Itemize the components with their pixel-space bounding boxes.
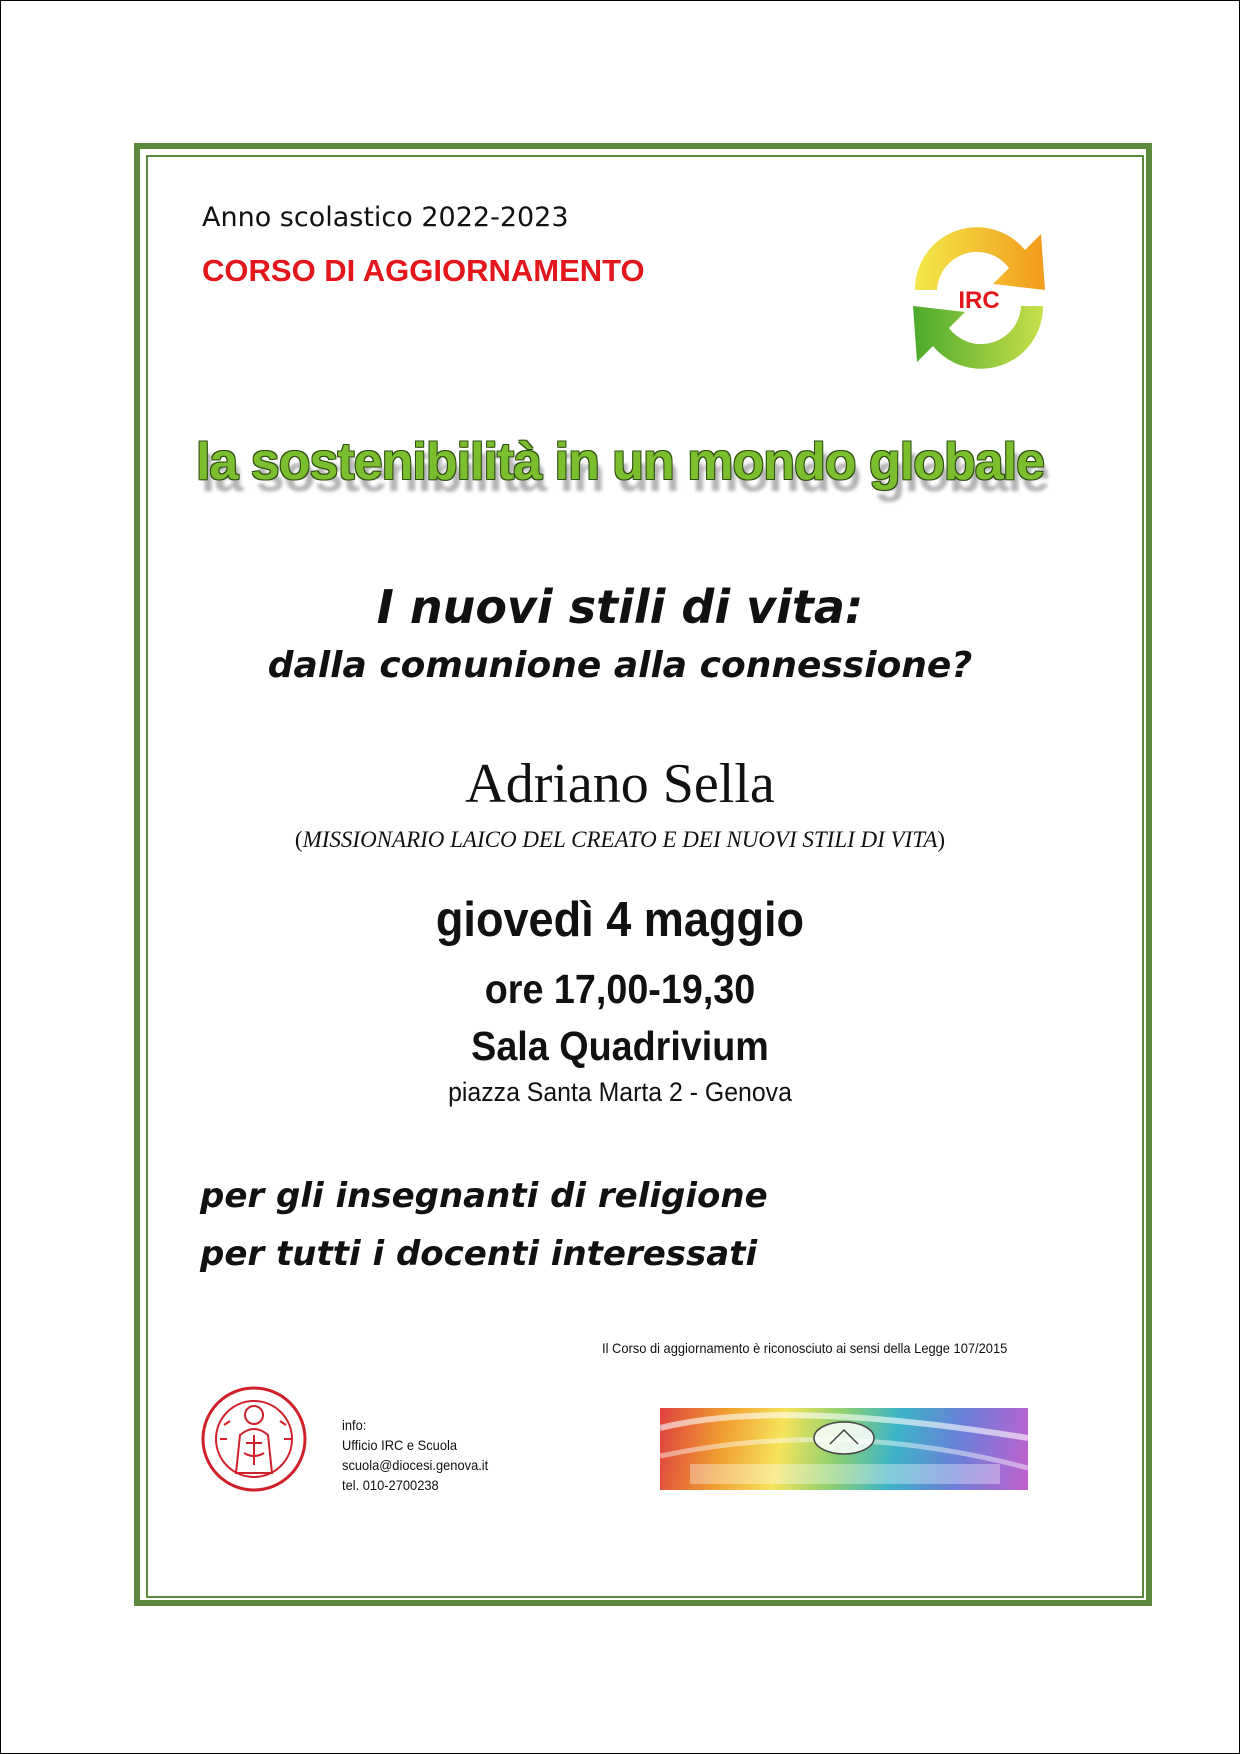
speaker-name: Adriano Sella (465, 753, 775, 815)
speaker-role-text: MISSIONARIO LAICO DEL CREATO E DEI NUOVI STILI DI VITA (302, 827, 938, 852)
info-label: info: (342, 1417, 367, 1433)
talk-subtitle: dalla comunione alla connessione? (267, 645, 973, 686)
irc-logo-icon (893, 212, 1063, 382)
audience-line: per tutti i docenti interessati (200, 1234, 758, 1274)
course-label: CORSO DI AGGIORNAMENTO (202, 253, 645, 288)
info-phone: tel. 010-2700238 (342, 1477, 439, 1493)
legal-note: Il Corso di aggiornamento è riconosciuto ai sensi della Legge 107/2015 (602, 1340, 1008, 1356)
partner-swoosh-icon (660, 1408, 1028, 1490)
diocese-seal-icon (200, 1385, 308, 1493)
contact-info (342, 1415, 501, 1495)
event-time: ore 17,00-19,30 (484, 966, 756, 1012)
irc-logo-text: IRC (958, 287, 1000, 314)
event-venue: Sala Quadrivium (471, 1023, 769, 1069)
partner-banner (660, 1408, 1028, 1490)
info-office: Ufficio IRC e Scuola (342, 1437, 458, 1453)
event-date: giovedì 4 maggio (435, 893, 805, 947)
theme-title: la sostenibilità in un mondo globale (195, 433, 1045, 491)
speaker-role: (MISSIONARIO LAICO DEL CREATO E DEI NUOVI STILI DI VITA) (294, 827, 946, 852)
info-email[interactable]: scuola@diocesi.genova.it (342, 1457, 489, 1473)
audience-line: per gli insegnanti di religione (200, 1176, 768, 1216)
talk-title: I nuovi stili di vita: (376, 580, 864, 634)
school-year: Anno scolastico 2022-2023 (202, 202, 569, 233)
event-address: piazza Santa Marta 2 - Genova (448, 1077, 792, 1107)
